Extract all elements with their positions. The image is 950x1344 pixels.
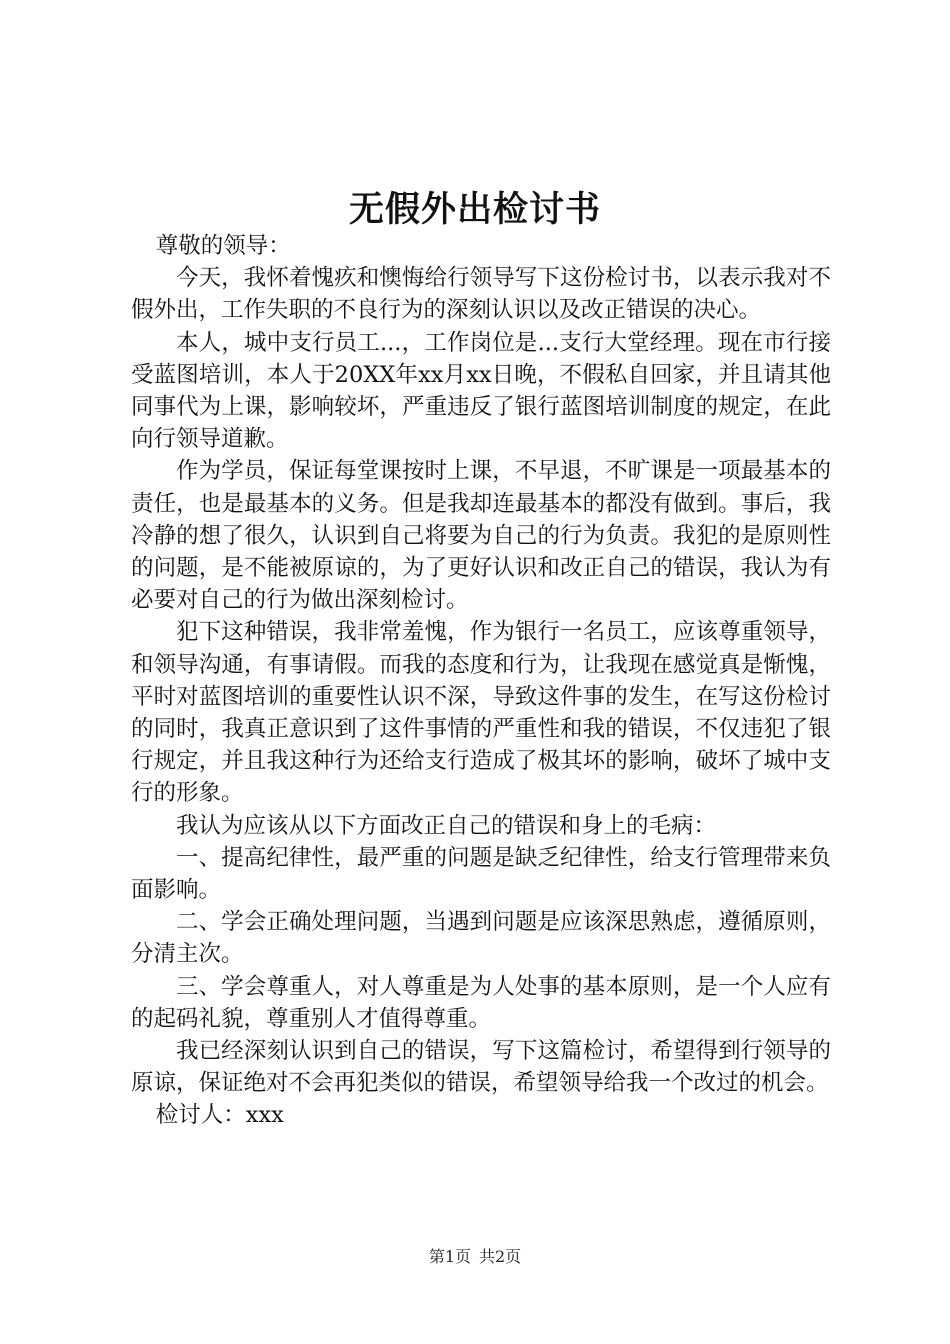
paragraph-reflection: 作为学员，保证每堂课按时上课，不早退，不旷课是一项最基本的责任，也是最基本的义务。但是我却连最基本的都没有做到。事后，我冷静的想了很久，认识到自己将要为自己的行为负责。我犯的是原则性的问题，是不能被原谅的，为了更好认识和改正自己的错误，我认为有必要对自己的行为做出深刻检讨。 bbox=[131, 458, 831, 614]
document-body bbox=[131, 230, 831, 1132]
paragraph-improvement-intro: 我认为应该从以下方面改正自己的错误和身上的毛病： bbox=[176, 812, 717, 839]
paragraph-intro: 今天，我怀着愧疚和懊悔给行领导写下这份检讨书，以表示我对不假外出，工作失职的不良行为的深刻认识以及改正错误的决心。 bbox=[131, 265, 831, 324]
page-number-total: 共2页 bbox=[479, 1247, 522, 1266]
salutation: 尊敬的领导： bbox=[155, 233, 291, 259]
paragraph-remorse: 犯下这种错误，我非常羞愧，作为银行一名员工，应该尊重领导，和领导沟通，有事请假。而我的态度和行为，让我现在感觉真是惭愧，平时对蓝图培训的重要性认识不深，导致这件事的发生，在写这份检讨的同时，我真正意识到了这件事情的严重性和我的错误，不仅违犯了银行规定，并且我这种行为还给支行造成了极其坏的影响，破坏了城中支行的形象。 bbox=[131, 619, 831, 807]
paragraph-point-two: 二、学会正确处理问题，当遇到问题是应该深思熟虑，遵循原则，分清主次。 bbox=[131, 909, 831, 968]
paragraph-point-one: 一、提高纪律性，最严重的问题是缺乏纪律性，给支行管理带来负面影响。 bbox=[131, 844, 831, 904]
document-title: 无假外出检讨书 bbox=[348, 189, 601, 230]
signature: 检讨人：xxx bbox=[155, 1102, 284, 1129]
page-footer bbox=[0, 1246, 950, 1268]
paragraph-point-three: 三、学会尊重人，对人尊重是为人处事的基本原则，是一个人应有的起码礼貌，尊重别人才值得尊重。 bbox=[131, 973, 831, 1032]
paragraph-closing: 我已经深刻认识到自己的错误，写下这篇检讨，希望得到行领导的原谅，保证绝对不会再犯类似的错误，希望领导给我一个改过的机会。 bbox=[131, 1038, 831, 1097]
paragraph-background: 本人，城中支行员工...，工作岗位是...支行大堂经理。现在市行接受蓝图培训，本人于20XX年xx月xx日晚，不假私自回家，并且请其他同事代为上课，影响较坏，严重违反了银行蓝图培训制度的规定，在此向行领导道歉。 bbox=[131, 329, 831, 453]
page-number-current: 第1页 bbox=[428, 1247, 471, 1266]
